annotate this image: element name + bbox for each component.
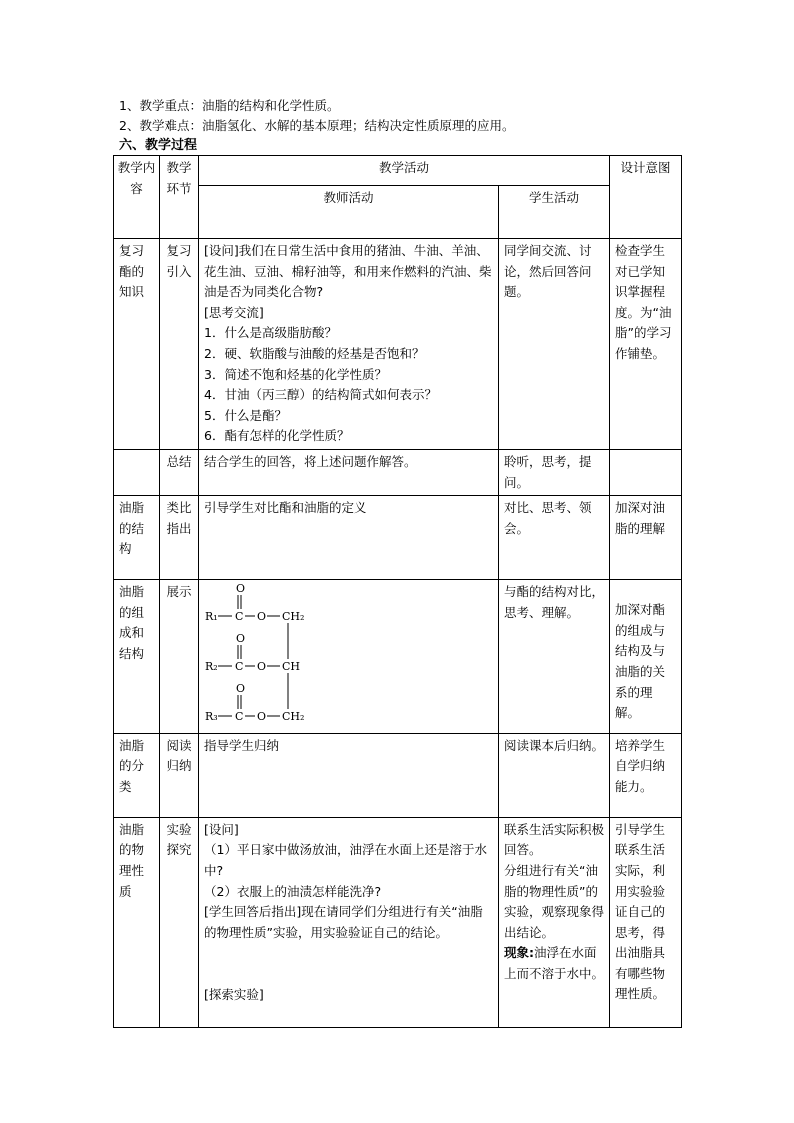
content-cell: 复习酯的知识 xyxy=(114,239,160,450)
header-content: 教学内容 xyxy=(114,156,160,239)
teacher-line: [学生回答后指出]现在请同学们分组进行有关“油脂的物理性质”实验，用实验验证自己的结论。 xyxy=(204,904,483,940)
intent-cell: 引导学生联系生活实际，利用实验验证自己的思考，得出油脂具有哪些物理性质。 xyxy=(610,817,682,1027)
carbonyl-oxygen-3: O xyxy=(236,682,246,696)
ch2-bottom: CH₂ xyxy=(282,710,305,724)
content-cell xyxy=(114,449,160,495)
teacher-line: 1．什么是高级脂肪酸？ xyxy=(204,325,337,341)
stage-cell: 总结 xyxy=(160,449,199,495)
ch-middle: CH xyxy=(282,660,301,674)
teacher-cell xyxy=(199,817,499,1027)
teacher-line: 引导学生对比酯和油脂的定义 xyxy=(204,500,367,516)
teacher-cell xyxy=(199,733,499,817)
teacher-cell xyxy=(199,496,499,580)
student-cell: 同学间交流、讨论，然后回答问题。 xyxy=(499,239,610,450)
content-cell: 油脂的组成和结构 xyxy=(114,580,160,734)
teacher-line: （1）平日家中做汤放油，油浮在水面上还是溶于水中? xyxy=(204,842,487,878)
bond-lines xyxy=(218,595,288,716)
table-row xyxy=(114,580,682,734)
table-row xyxy=(114,239,682,450)
teacher-line: 结合学生的回答，将上述问题作解答。 xyxy=(204,453,417,469)
table-row xyxy=(114,733,682,817)
teacher-line: [探索实验] xyxy=(204,987,264,1003)
table-row xyxy=(114,496,682,580)
student-cell: 对比、思考、领会。 xyxy=(499,496,610,580)
student-cell xyxy=(499,817,610,1027)
intent-cell xyxy=(610,449,682,495)
teacher-line: （2）衣服上的油渍怎样能洗净? xyxy=(204,883,382,899)
table-row xyxy=(114,817,682,1027)
stage-cell: 复习引入 xyxy=(160,239,199,450)
triglyceride-structure xyxy=(199,580,499,726)
teacher-line: [设问] xyxy=(204,821,239,837)
header-intent: 设计意图 xyxy=(610,156,682,239)
ester-oxygen-2: O xyxy=(257,660,267,674)
difficult-points-line: 2、教学难点：油脂氢化、水解的基本原理；结构决定性质原理的应用。 xyxy=(119,118,515,133)
teacher-line: 3．简述不饱和烃基的化学性质？ xyxy=(204,366,387,382)
header-teacher: 教师活动 xyxy=(199,186,499,239)
teacher-line: [思考交流] xyxy=(204,304,264,320)
ch2-top: CH₂ xyxy=(282,610,305,624)
student-cell: 阅读课本后归纳。 xyxy=(499,733,610,817)
phenomenon-text: 油浮在水面上而不溶于水中。 xyxy=(504,945,605,981)
stage-cell: 类比指出 xyxy=(160,496,199,580)
header-stage: 教学环节 xyxy=(160,156,199,239)
stage-cell: 实验探究 xyxy=(160,817,199,1027)
teacher-line: [设问]我们在日常生活中食用的猪油、牛油、羊油、花生油、豆油、棉籽油等，和用来作燃料的汽油、柴油是否为同类化合物? xyxy=(204,243,492,300)
teacher-cell xyxy=(199,449,499,495)
ester-oxygen-1: O xyxy=(257,610,267,624)
subheader-row xyxy=(114,186,682,239)
stage-cell: 展示 xyxy=(160,580,199,734)
student-line xyxy=(504,943,604,984)
carbon-3: C xyxy=(235,710,244,724)
content-cell: 油脂的结构 xyxy=(114,496,160,580)
teacher-line: 2．硬、软脂酸与油酸的烃基是否饱和？ xyxy=(204,345,425,361)
teacher-cell xyxy=(199,580,499,734)
content-cell: 油脂的物理性质 xyxy=(114,817,160,1027)
teaching-process-table xyxy=(113,155,682,1028)
intent-cell: 加深对油脂的理解 xyxy=(610,496,682,580)
r2-label: R₂ xyxy=(205,660,218,674)
student-line: 联系生活实际积极回答。 xyxy=(504,821,605,858)
carbon-1: C xyxy=(235,610,244,624)
stage-cell: 阅读归纳 xyxy=(160,733,199,817)
carbonyl-oxygen-2: O xyxy=(236,632,246,646)
header-activities: 教学活动 xyxy=(199,156,610,186)
content-cell: 油脂的分类 xyxy=(114,733,160,817)
teacher-line: 6．酯有怎样的化学性质？ xyxy=(204,428,350,444)
intent-cell: 培养学生自学归纳能力。 xyxy=(610,733,682,817)
carbon-2: C xyxy=(235,660,244,674)
r1-label: R₁ xyxy=(205,610,218,624)
phenomenon-label: 现象: xyxy=(504,945,534,961)
student-cell: 聆听，思考，提问。 xyxy=(499,449,610,495)
header-row xyxy=(114,156,682,186)
teacher-line: 指导学生归纳 xyxy=(204,737,280,753)
intent-cell: 加深对酯的组成与结构及与油脂的关系的理解。 xyxy=(610,580,682,734)
teacher-line: 5．什么是酯？ xyxy=(204,407,287,423)
carbonyl-oxygen-1: O xyxy=(236,582,246,596)
student-cell: 与酯的结构对比，思考、理解。 xyxy=(499,580,610,734)
intent-cell: 检查学生对已学知识掌握程度。为“油脂”的学习作铺垫。 xyxy=(610,239,682,450)
header-student: 学生活动 xyxy=(499,186,610,239)
r3-label: R₃ xyxy=(205,710,218,724)
key-points-line: 1、教学重点：油脂的结构和化学性质。 xyxy=(119,98,340,113)
table-row xyxy=(114,449,682,495)
teacher-line: 4．甘油（丙三醇）的结构简式如何表示？ xyxy=(204,387,437,403)
ester-oxygen-3: O xyxy=(257,710,267,724)
teacher-cell xyxy=(199,239,499,450)
section-heading: 六、教学过程 xyxy=(119,138,198,153)
student-line: 分组进行有关“油脂的物理性质”的实验，观察现象得出结论。 xyxy=(504,862,605,940)
